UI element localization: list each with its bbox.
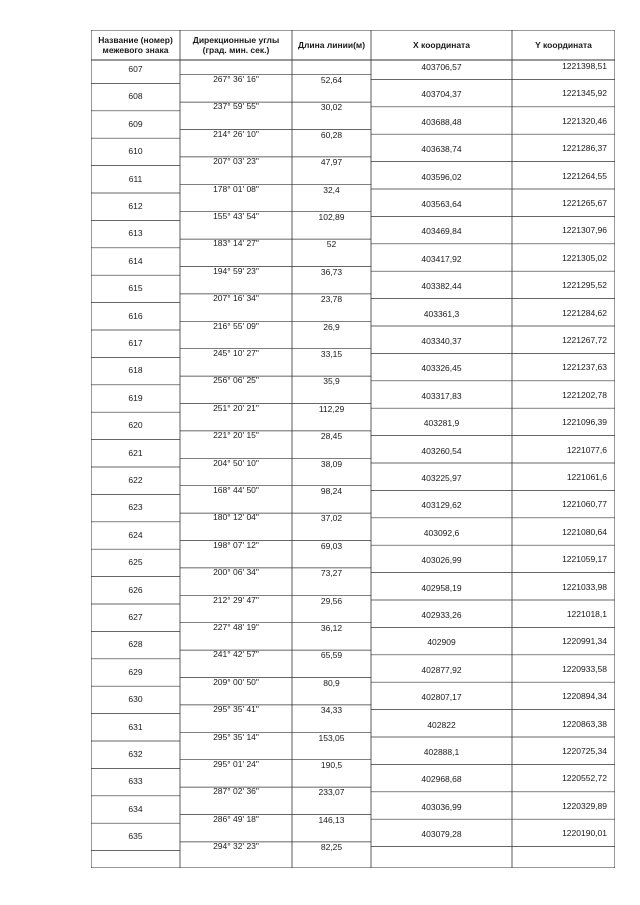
- header-direction-angle: Дирекционные углы (град. мин. сек.): [192, 35, 280, 55]
- direction-angle-cell: 216° 55' 09": [213, 320, 259, 331]
- x-coordinate-cell: 402822: [427, 719, 456, 730]
- header-line-length: Длина линии(м): [297, 40, 366, 50]
- header-point-name: Название (номер) межевого знака: [98, 35, 173, 55]
- direction-angle-cell: 180° 12' 04": [213, 512, 259, 523]
- line-length-cell: 102,89: [318, 212, 345, 222]
- x-coordinate-cell: 403317,83: [421, 390, 462, 401]
- direction-angle-cell: 183° 14' 27": [213, 238, 259, 249]
- y-coordinate-cell: 1221060,77: [562, 499, 607, 510]
- direction-angle-cell: 287° 02' 36": [213, 786, 259, 797]
- y-coordinate-cell: 1221264,55: [562, 170, 607, 181]
- line-length-cell: 98,24: [320, 486, 343, 496]
- direction-angle-cell: 207° 03' 23": [213, 156, 259, 167]
- x-coordinate-cell: 403281,9: [423, 418, 460, 429]
- point-name-cell: 629: [128, 666, 143, 677]
- direction-angle-cell: 294° 32' 23": [213, 841, 259, 852]
- line-length-cell: 60,28: [320, 129, 343, 140]
- y-coordinate-cell: 1220190,01: [562, 828, 607, 839]
- x-coordinate-cell: 402807,17: [421, 692, 462, 703]
- direction-angle-cell: 207° 16' 34": [213, 293, 259, 304]
- y-coordinate-cell: 1221202,78: [562, 389, 607, 400]
- x-coordinate-cell: 402877,92: [421, 664, 462, 675]
- y-coordinate-cell: 1220933,58: [562, 663, 607, 674]
- direction-angle-cell: 194° 59' 23": [213, 265, 259, 276]
- header-y-coordinate: Y координата: [535, 40, 592, 50]
- line-length-cell: 233,07: [318, 787, 345, 798]
- line-length-cell: 65,59: [320, 650, 343, 661]
- direction-angle-cell: 245° 10' 27": [213, 348, 259, 358]
- line-length-cell: 26,9: [323, 321, 340, 332]
- point-name-cell: 625: [128, 557, 143, 568]
- y-coordinate-cell: 1221061,6: [566, 472, 607, 482]
- y-coordinate-cell: 1220552,72: [562, 773, 607, 784]
- y-coordinate-cell: 1221286,37: [562, 143, 607, 154]
- point-name-cell: 609: [128, 118, 143, 129]
- line-length-cell: 29,56: [320, 595, 343, 606]
- direction-angle-cell: 221° 20' 15": [213, 430, 259, 441]
- point-name-cell: 626: [128, 584, 143, 595]
- direction-angle-cell: 212° 29' 47": [213, 594, 259, 605]
- line-length-cell: 80,9: [323, 677, 340, 688]
- line-length-cell: 35,9: [323, 376, 340, 387]
- x-coordinate-cell: 403596,02: [421, 171, 462, 182]
- point-name-cell: 632: [128, 749, 143, 759]
- point-name-cell: 630: [128, 694, 143, 705]
- point-name-cell: 633: [128, 776, 143, 787]
- direction-angle-cell: 209° 00' 50": [213, 676, 259, 687]
- line-length-cell: 28,45: [320, 431, 343, 442]
- direction-angle-cell: 251° 20' 21": [213, 402, 259, 413]
- point-name-cell: 614: [128, 255, 143, 266]
- x-coordinate-cell: 402933,26: [421, 610, 462, 620]
- point-name-cell: 615: [128, 283, 143, 294]
- point-name-cell: 631: [128, 721, 143, 732]
- line-length-cell: 52,64: [320, 75, 343, 85]
- point-name-cell: 634: [128, 803, 143, 814]
- direction-angle-cell: 168° 44' 50": [213, 485, 259, 495]
- direction-angle-cell: 204° 50' 10": [213, 457, 259, 468]
- x-coordinate-cell: 403326,45: [421, 363, 462, 374]
- y-coordinate-cell: 1221077,6: [566, 444, 607, 455]
- line-length-cell: 73,27: [320, 568, 343, 579]
- x-coordinate-cell: 403706,57: [421, 62, 462, 72]
- direction-angle-cell: 198° 07' 12": [213, 539, 259, 550]
- y-coordinate-cell: 1221320,46: [562, 115, 607, 126]
- line-length-cell: 37,02: [320, 513, 343, 524]
- x-coordinate-cell: 403260,54: [421, 445, 462, 456]
- direction-angle-cell: 155° 43' 54": [213, 211, 259, 221]
- point-name-cell: 608: [128, 91, 143, 102]
- direction-angle-cell: 178° 01' 08": [213, 183, 259, 194]
- y-coordinate-cell: 1220991,34: [562, 636, 607, 647]
- point-name-cell: 619: [128, 392, 143, 403]
- coordinates-table: [91, 30, 615, 868]
- point-name-cell: 617: [128, 338, 143, 348]
- y-coordinate-cell: 1220863,38: [562, 718, 607, 729]
- x-coordinate-cell: 403036,99: [421, 801, 462, 812]
- y-coordinate-cell: 1221033,98: [562, 581, 607, 592]
- y-coordinate-cell: 1221267,72: [562, 335, 607, 345]
- line-length-cell: 153,05: [318, 732, 345, 743]
- y-coordinate-cell: 1221018,1: [566, 609, 607, 619]
- x-coordinate-cell: 402968,68: [421, 774, 462, 785]
- y-coordinate-cell: 1220725,34: [562, 746, 607, 756]
- x-coordinate-cell: 403704,37: [421, 89, 462, 100]
- point-name-cell: 628: [128, 639, 143, 650]
- x-coordinate-cell: 403417,92: [421, 253, 462, 264]
- direction-angle-cell: 241° 42' 57": [213, 649, 259, 660]
- point-name-cell: 607: [128, 64, 143, 74]
- line-length-cell: 47,97: [320, 157, 343, 168]
- point-name-cell: 611: [128, 173, 143, 184]
- direction-angle-cell: 227° 48' 19": [213, 622, 259, 632]
- line-length-cell: 112,29: [318, 403, 345, 414]
- point-name-cell: 610: [128, 146, 143, 157]
- line-length-cell: 30,02: [320, 102, 343, 113]
- line-length-cell: 32,4: [323, 184, 340, 195]
- direction-angle-cell: 295° 35' 41": [213, 704, 259, 715]
- point-name-cell: 624: [128, 529, 143, 540]
- direction-angle-cell: 237° 59' 55": [213, 101, 259, 112]
- line-length-cell: 69,03: [320, 540, 343, 551]
- x-coordinate-cell: 403563,64: [421, 199, 462, 209]
- point-name-cell: 618: [128, 365, 143, 376]
- y-coordinate-cell: 1221307,96: [562, 225, 607, 236]
- point-name-cell: 621: [128, 447, 143, 458]
- direction-angle-cell: 267° 36' 16": [213, 74, 259, 84]
- y-coordinate-cell: 1221305,02: [562, 252, 607, 263]
- line-length-cell: 146,13: [318, 814, 345, 825]
- point-name-cell: 612: [128, 201, 143, 211]
- x-coordinate-cell: 403225,97: [421, 473, 462, 483]
- y-coordinate-cell: 1221059,17: [562, 554, 607, 565]
- point-name-cell: 627: [128, 612, 143, 622]
- point-name-cell: 613: [128, 228, 143, 239]
- y-coordinate-cell: 1221096,39: [562, 417, 607, 428]
- direction-angle-cell: 286° 49' 18": [213, 813, 259, 824]
- direction-angle-cell: 214° 26' 10": [213, 128, 259, 139]
- x-coordinate-cell: 403382,44: [421, 281, 462, 292]
- x-coordinate-cell: 403688,48: [421, 116, 462, 127]
- line-length-cell: 38,09: [320, 458, 343, 469]
- y-coordinate-cell: 1221295,52: [562, 280, 607, 291]
- x-coordinate-cell: 402909: [427, 637, 456, 648]
- line-length-cell: 34,33: [320, 705, 343, 716]
- x-coordinate-cell: 403361,3: [423, 308, 460, 319]
- x-coordinate-cell: 403092,6: [423, 527, 460, 538]
- y-coordinate-cell: 1221237,63: [562, 362, 607, 373]
- y-coordinate-cell: 1221284,62: [562, 307, 607, 318]
- point-name-cell: 620: [128, 420, 143, 431]
- x-coordinate-cell: 403129,62: [421, 500, 462, 511]
- y-coordinate-cell: 1221345,92: [562, 88, 607, 99]
- x-coordinate-cell: 403079,28: [421, 829, 462, 840]
- line-length-cell: 23,78: [320, 294, 343, 305]
- point-name-cell: 635: [128, 831, 143, 842]
- x-coordinate-cell: 403340,37: [421, 336, 462, 346]
- line-length-cell: 82,25: [320, 842, 343, 853]
- line-length-cell: 52: [326, 239, 337, 250]
- line-length-cell: 33,15: [320, 349, 343, 359]
- point-name-cell: 623: [128, 502, 143, 513]
- line-length-cell: 190,5: [320, 760, 343, 770]
- x-coordinate-cell: 402888,1: [423, 747, 460, 757]
- y-coordinate-cell: 1221080,64: [562, 526, 607, 537]
- header-x-coordinate: X координата: [413, 40, 470, 50]
- direction-angle-cell: 200° 06' 34": [213, 567, 259, 578]
- x-coordinate-cell: 403026,99: [421, 555, 462, 566]
- direction-angle-cell: 295° 35' 14": [213, 731, 259, 742]
- line-length-cell: 36,12: [320, 623, 343, 633]
- point-name-cell: 622: [128, 475, 143, 485]
- x-coordinate-cell: 403638,74: [421, 144, 462, 155]
- y-coordinate-cell: 1221265,67: [562, 198, 607, 208]
- point-name-cell: 616: [128, 310, 143, 321]
- y-coordinate-cell: 1220329,89: [562, 800, 607, 811]
- y-coordinate-cell: 1221398,51: [562, 61, 607, 71]
- x-coordinate-cell: 402958,19: [421, 582, 462, 593]
- line-length-cell: 36,73: [320, 266, 343, 277]
- y-coordinate-cell: 1220894,34: [562, 691, 607, 702]
- direction-angle-cell: 295° 01' 24": [213, 759, 259, 769]
- direction-angle-cell: 256° 06' 25": [213, 375, 259, 386]
- x-coordinate-cell: 403469,84: [421, 226, 462, 237]
